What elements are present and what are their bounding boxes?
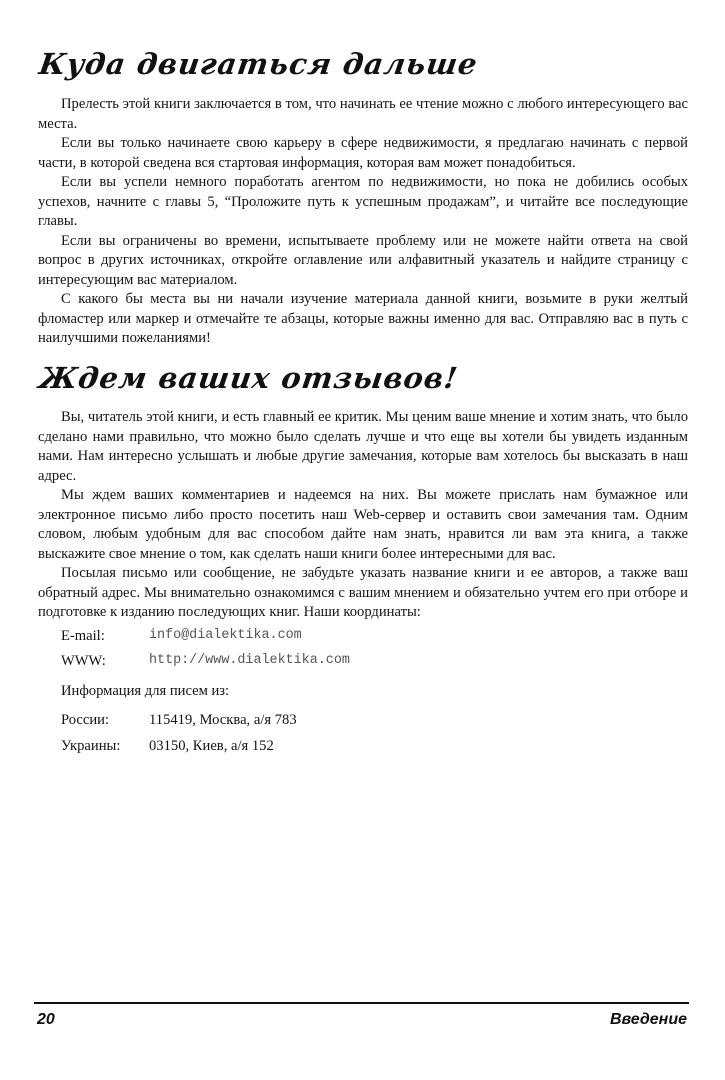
section-feedback-body [38, 408, 688, 623]
section-heading-feedback: Ждем ваших отзывов! [37, 361, 461, 395]
website-link[interactable]: http://www.dialektika.com [149, 652, 350, 668]
postal-addresses [61, 708, 561, 759]
paragraph: С какого бы места вы ни начали изучение материала данной книги, возьмите в руки желтый фломастер или маркер и отмечайте те абзацы, которые важны именно для вас. Отправляю вас в путь с наилучшими пожеланиями! [38, 291, 688, 346]
contacts-block [61, 624, 661, 673]
ukraine-label: Украины: [61, 737, 121, 754]
address-row-russia [61, 708, 561, 734]
paragraph: Если вы успели немного поработать агентом по недвижимости, но пока не добились особых успехов, начните с главы 5, “Проложите путь к успешным продажам”, и читайте все последующие главы. [38, 174, 688, 229]
paragraph: Мы ждем ваших комментариев и надеемся на них. Вы можете прислать нам бумажное или электронное письмо либо просто посетить наш Web-сервер и оставить свои замечания там. Одним словом, любым удобным для вас способом дайте нам знать, нравится ли вам эта книга, а также выскажите свое мнение о том, как сделать наши книги более интересными для вас. [38, 487, 688, 562]
email-row [61, 624, 661, 649]
paragraph: Прелесть этой книги заключается в том, что начинать ее чтение можно с любого интересующего вас места. [38, 96, 688, 132]
russia-address: 115419, Москва, а/я 783 [149, 712, 297, 728]
section-where-to-go-body [38, 95, 688, 349]
mail-intro: Информация для писем из: [61, 683, 230, 699]
www-row [61, 649, 661, 674]
paragraph: Если вы ограничены во времени, испытываете проблему или не можете найти ответа на свой вопрос в других источниках, откройте оглавление или алфавитный указатель и найдите страницу с интересующим вас материалом. [38, 232, 688, 288]
paragraph: Если вы только начинаете свою карьеру в сфере недвижимости, я предлагаю начинать с первой части, в которой сведена вся стартовая информация, которая вам может понадобиться. [38, 135, 688, 171]
page-number: 20 [37, 1011, 55, 1028]
russia-label: России: [61, 712, 110, 728]
paragraph: Посылая письмо или сообщение, не забудьте указать название книги и ее авторов, а также ваш обратный адрес. Мы внимательно ознакомимся с вашим мнением и обязательно учтем его при отборе и подготовке к изданию последующих книг. Наши координаты: [38, 565, 688, 620]
address-row-ukraine [61, 734, 561, 760]
running-section-title: Введение [609, 1011, 687, 1028]
ukraine-address: 03150, Киев, а/я 152 [149, 737, 274, 754]
email-label: E-mail: [61, 628, 105, 644]
footer-divider [34, 1002, 689, 1004]
www-label: WWW: [61, 652, 106, 669]
section-heading-where-to-go: Куда двигаться дальше [37, 47, 481, 81]
email-link[interactable]: info@dialektika.com [149, 628, 302, 643]
paragraph: Вы, читатель этой книги, и есть главный ее критик. Мы ценим ваше мнение и хотим знать, что было сделано нами правильно, что можно было сделать лучше и что еще вы хотели бы увидеть изданным нами. Нам интересно услышать и любые другие замечания, которые вам хотелось бы высказать в наш адрес. [38, 409, 688, 484]
